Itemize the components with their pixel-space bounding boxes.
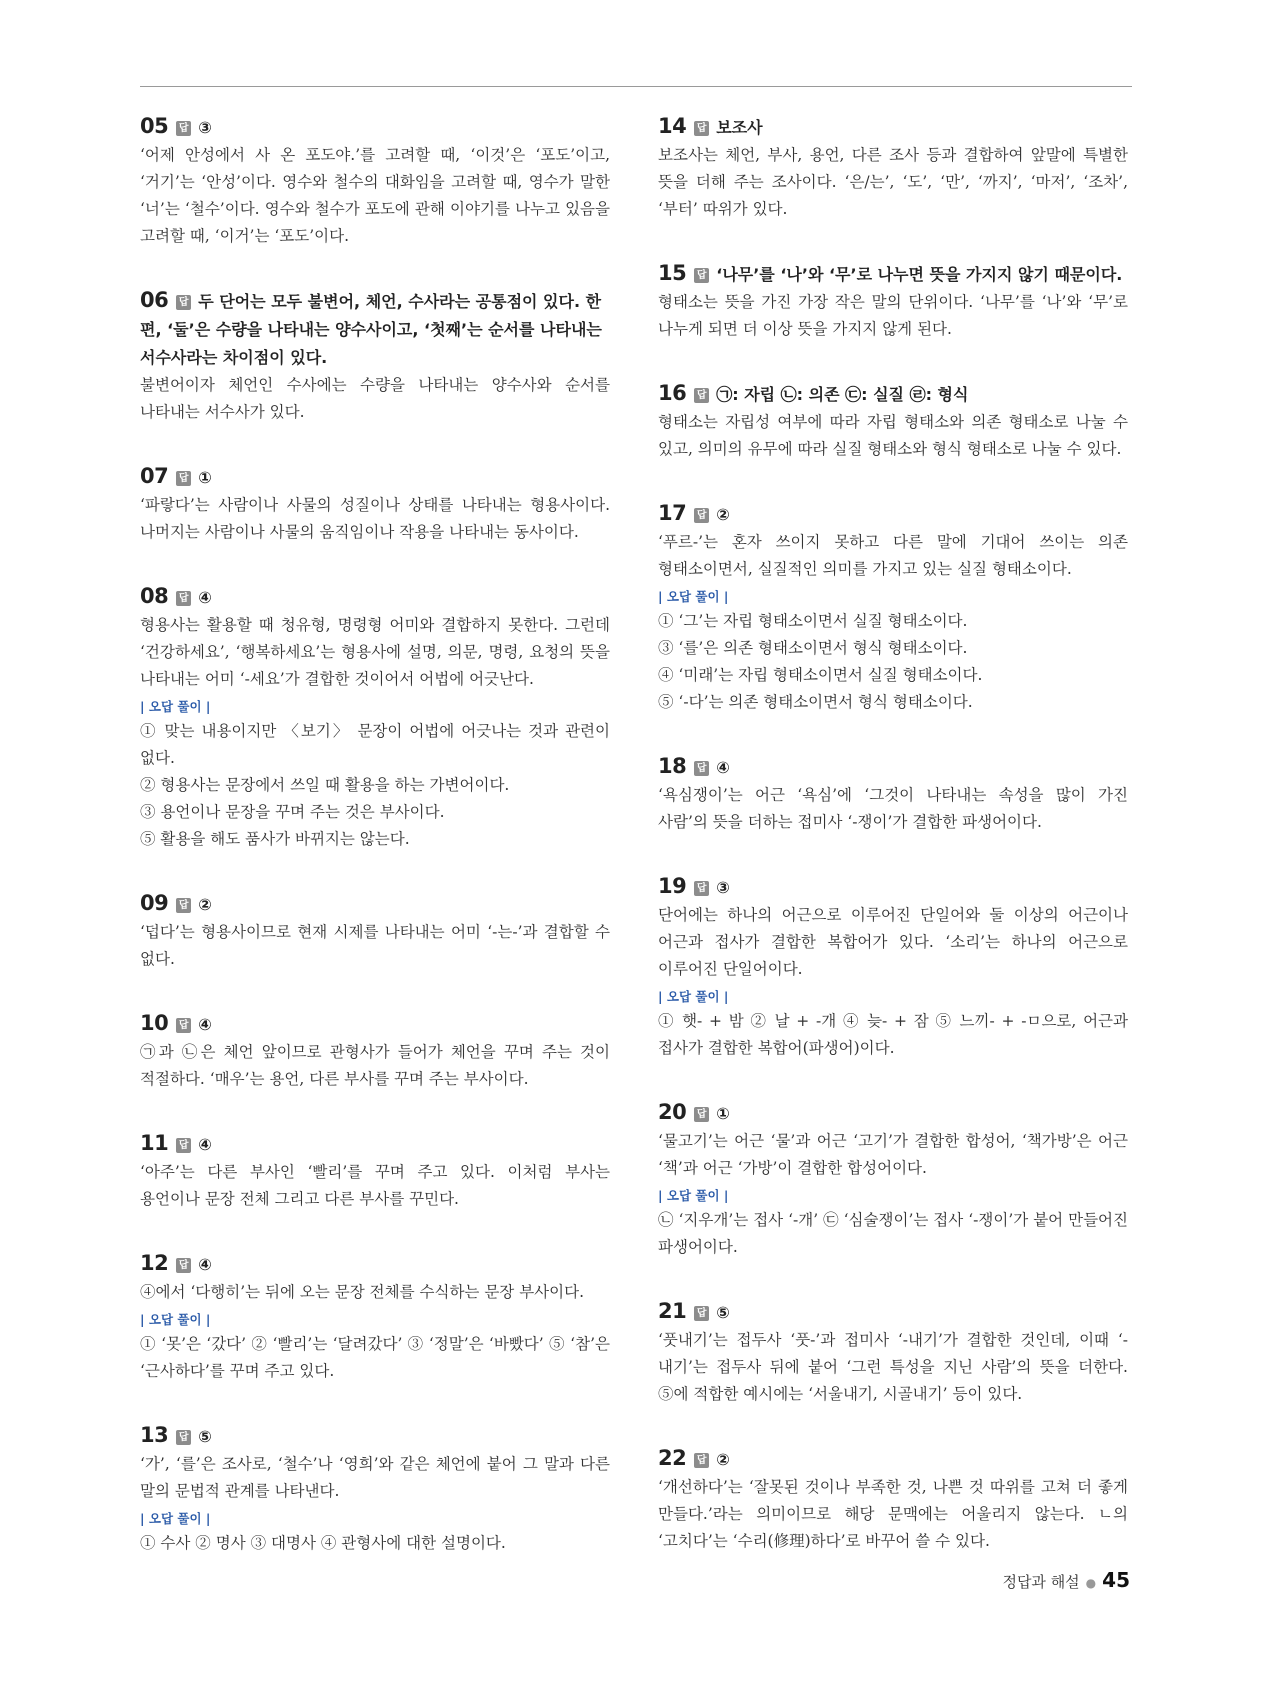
wrong-answer-label: | 오답 풀이 | [658, 589, 729, 604]
answer-badge: 답 [176, 121, 191, 136]
answer-head [658, 1098, 1128, 1128]
answer-badge: 답 [176, 471, 191, 486]
question-number: 13 [140, 1423, 169, 1447]
wrong-answer-line: ① ‘못’은 ‘갔다’ ② ‘빨리’는 ‘달려갔다’ ③ ‘정말’은 ‘바빴다’ ⑤ ‘참’은 ‘근사하다’를 꾸며 주고 있다. [140, 1335, 610, 1380]
answer-badge: 답 [176, 1138, 191, 1153]
wrong-answer-line: ㉡ ‘지우개’는 접사 ‘-개’ ㉢ ‘심술쟁이’는 접사 ‘-쟁이’가 붙어 만들어진 파생어이다. [658, 1211, 1128, 1256]
answer-item [140, 1009, 610, 1093]
answer-text: ① [198, 468, 212, 487]
explanation-text: ④에서 ‘다행히’는 뒤에 오는 문장 전체를 수식하는 문장 부사이다. [140, 1283, 585, 1301]
answer-badge: 답 [176, 1430, 191, 1445]
question-number: 08 [140, 584, 169, 608]
wrong-answer-label: | 오답 풀이 | [658, 989, 729, 1004]
answer-head [140, 1421, 610, 1451]
explanation-text: 불변어이자 체언인 수사에는 수량을 나타내는 양수사와 순서를 나타내는 서수사가 있다. [140, 376, 610, 421]
footer-dot: ● [1085, 1576, 1097, 1590]
answer-badge: 답 [694, 268, 709, 283]
answer-badge: 답 [694, 881, 709, 896]
answer-head [658, 872, 1128, 902]
answer-head [658, 112, 1128, 142]
question-number: 16 [658, 381, 687, 405]
page-number: 45 [1102, 1568, 1130, 1592]
answer-item [140, 889, 610, 973]
explanation-text: ‘푸르-’는 혼자 쓰이지 못하고 다른 말에 기대어 쓰이는 의존 형태소이면서, 실질적인 의미를 가지고 있는 실질 형태소이다. [658, 533, 1128, 578]
question-number: 17 [658, 501, 687, 525]
wrong-answer-line: ② 형용사는 문장에서 쓰일 때 활용을 하는 가변어이다. [140, 776, 510, 794]
answer-badge: 답 [176, 1018, 191, 1033]
answer-text: ④ [198, 1015, 212, 1034]
answer-head [658, 259, 1128, 289]
answer-item [658, 752, 1128, 836]
explanation-text: ‘욕심쟁이’는 어근 ‘욕심’에 ‘그것이 나타내는 속성을 많이 가진 사람’의 뜻을 더하는 접미사 ‘-쟁이’가 결합한 파생어이다. [658, 786, 1128, 831]
answer-item [140, 1249, 610, 1385]
answer-item [658, 872, 1128, 1062]
answer-item [658, 259, 1128, 343]
answer-text: ③ [198, 118, 212, 137]
right-column [658, 112, 1128, 1591]
answer-text: 보조사 [716, 118, 763, 137]
answer-badge: 답 [694, 1453, 709, 1468]
answer-head [140, 462, 610, 492]
answer-badge: 답 [694, 1306, 709, 1321]
page-footer [1002, 1568, 1130, 1592]
answer-badge: 답 [176, 898, 191, 913]
wrong-answer-line: ③ 용언이나 문장을 꾸며 주는 것은 부사이다. [140, 803, 445, 821]
question-number: 19 [658, 874, 687, 898]
answer-text: ③ [716, 878, 730, 897]
explanation-text: ‘덥다’는 형용사이므로 현재 시제를 나타내는 어미 ‘-는-’과 결합할 수 없다. [140, 923, 610, 968]
answer-badge: 답 [176, 1258, 191, 1273]
answer-item [658, 1444, 1128, 1555]
answer-text: ⑤ [716, 1303, 730, 1322]
answer-head [140, 1129, 610, 1159]
answer-item [140, 112, 610, 250]
wrong-answer-line: ③ ‘를’은 의존 형태소이면서 형식 형태소이다. [658, 639, 968, 657]
answer-badge: 답 [694, 761, 709, 776]
answer-head [658, 379, 1128, 409]
question-number: 22 [658, 1446, 687, 1470]
question-number: 09 [140, 891, 169, 915]
explanation-text: ‘어제 안성에서 사 온 포도야.’를 고려할 때, ‘이것’은 ‘포도’이고, ‘거기’는 ‘안성’이다. 영수와 철수의 대화임을 고려할 때, 영수가 말한 ‘너’는 ‘철수’이다. 영수와 철수가 포도에 관해 이야기를 나누고 있음을 고려할 때, ‘이거’는 ‘포도’이다. [140, 146, 610, 245]
explanation-text: ㉠과 ㉡은 체언 앞이므로 관형사가 들어가 체언을 꾸며 주는 것이 적절하다. ‘매우’는 용언, 다른 부사를 꾸며 주는 부사이다. [140, 1043, 610, 1088]
answer-item [140, 1421, 610, 1557]
answer-text: ② [198, 895, 212, 914]
question-number: 15 [658, 261, 687, 285]
left-column [140, 112, 610, 1593]
explanation-text: ‘가’, ‘를’은 조사로, ‘철수’나 ‘영희’와 같은 체언에 붙어 그 말과 다른 말의 문법적 관계를 나타낸다. [140, 1455, 610, 1500]
answer-text: ④ [198, 1255, 212, 1274]
explanation-text: 형용사는 활용할 때 청유형, 명령형 어미와 결합하지 못한다. 그런데 ‘건강하세요’, ‘행복하세요’는 형용사에 설명, 의문, 명령, 요청의 뜻을 나타내는 어미 ‘-세요’가 결합한 것이어서 어법에 어긋난다. [140, 616, 610, 688]
explanation-text: 단어에는 하나의 어근으로 이루어진 단일어와 둘 이상의 어근이나 어근과 접사가 결합한 복합어가 있다. ‘소리’는 하나의 어근으로 이루어진 단일어이다. [658, 906, 1128, 978]
answer-text: ④ [198, 1135, 212, 1154]
answer-head [140, 112, 610, 142]
explanation-text: ‘아주’는 다른 부사인 ‘빨리’를 꾸며 주고 있다. 이처럼 부사는 용언이나 문장 전체 그리고 다른 부사를 꾸민다. [140, 1163, 610, 1208]
answer-head [658, 1444, 1128, 1474]
answer-item [140, 462, 610, 546]
wrong-answer-label: | 오답 풀이 | [140, 1312, 211, 1327]
answer-item [140, 1129, 610, 1213]
answer-text: 두 단어는 모두 불변어, 체언, 수사라는 공통점이 있다. 한편, ‘둘’은 수량을 나타내는 양수사이고, ‘첫째’는 순서를 나타내는 서수사라는 차이점이 있다. [140, 292, 602, 367]
wrong-answer-line: ⑤ ‘-다’는 의존 형태소이면서 형식 형태소이다. [658, 693, 973, 711]
answer-text: ④ [716, 758, 730, 777]
wrong-answer-line: ① 맞는 내용이지만 〈보기〉 문장이 어법에 어긋나는 것과 관련이 없다. [140, 722, 610, 767]
explanation-text: ‘풋내기’는 접두사 ‘풋-’과 접미사 ‘-내기’가 결합한 것인데, 이때 ‘-내기’는 접두사 뒤에 붙어 ‘그런 특성을 지닌 사람’의 뜻을 더한다. ⑤에 적합한 예시에는 ‘서울내기, 시골내기’ 등이 있다. [658, 1331, 1128, 1403]
explanation-text: ‘개선하다’는 ‘잘못된 것이나 부족한 것, 나쁜 것 따위를 고쳐 더 좋게 만들다.’라는 의미이므로 해당 문맥에는 어울리지 않는다. ㄴ의 ‘고치다’는 ‘수리(修理)하다’로 바꾸어 쓸 수 있다. [658, 1478, 1128, 1550]
answer-text: ② [716, 505, 730, 524]
answer-text: ⑤ [198, 1427, 212, 1446]
question-number: 11 [140, 1131, 169, 1155]
wrong-answer-line: ① ‘그’는 자립 형태소이면서 실질 형태소이다. [658, 612, 968, 630]
question-number: 12 [140, 1251, 169, 1275]
wrong-answer-label: | 오답 풀이 | [658, 1188, 729, 1203]
question-number: 07 [140, 464, 169, 488]
question-number: 14 [658, 114, 687, 138]
answer-text: ㉠: 자립 ㉡: 의존 ㉢: 실질 ㉣: 형식 [716, 385, 969, 404]
answer-item [140, 582, 610, 853]
question-number: 18 [658, 754, 687, 778]
answer-item [658, 1098, 1128, 1261]
wrong-answer-line: ④ ‘미래’는 자립 형태소이면서 실질 형태소이다. [658, 666, 983, 684]
answer-head [658, 752, 1128, 782]
wrong-answer-line: ⑤ 활용을 해도 품사가 바뀌지는 않는다. [140, 830, 410, 848]
answer-item [658, 112, 1128, 223]
answer-head [140, 582, 610, 612]
wrong-answer-line: ① 햇- + 밤 ② 날 + -개 ④ 늦- + 잠 ⑤ 느끼- + -ㅁ으로, 어근과 접사가 결합한 복합어(파생어)이다. [658, 1012, 1128, 1057]
answer-badge: 답 [694, 388, 709, 403]
explanation-text: 보조사는 체언, 부사, 용언, 다른 조사 등과 결합하여 앞말에 특별한 뜻을 더해 주는 조사이다. ‘은/는’, ‘도’, ‘만’, ‘까지’, ‘마저’, ‘조차’, ‘부터’ 따위가 있다. [658, 146, 1128, 218]
question-number: 06 [140, 288, 169, 312]
answer-item [658, 1297, 1128, 1408]
question-number: 21 [658, 1299, 687, 1323]
explanation-text: ‘물고기’는 어근 ‘물’과 어근 ‘고기’가 결합한 합성어, ‘책가방’은 어근 ‘책’과 어근 ‘가방’이 결합한 합성어이다. [658, 1132, 1128, 1177]
answer-head [140, 286, 610, 372]
answer-badge: 답 [694, 508, 709, 523]
question-number: 20 [658, 1100, 687, 1124]
answer-head [140, 889, 610, 919]
answer-item [658, 379, 1128, 463]
answer-badge: 답 [176, 591, 191, 606]
answer-badge: 답 [176, 295, 191, 310]
answer-text: ② [716, 1450, 730, 1469]
answer-text: ‘나무’를 ‘나’와 ‘무’로 나누면 뜻을 가지지 않기 때문이다. [716, 265, 1123, 284]
explanation-text: ‘파랗다’는 사람이나 사물의 성질이나 상태를 나타내는 형용사이다. 나머지는 사람이나 사물의 움직임이나 작용을 나타내는 동사이다. [140, 496, 610, 541]
answer-text: ④ [198, 588, 212, 607]
answer-badge: 답 [694, 121, 709, 136]
answer-head [658, 499, 1128, 529]
answer-item [658, 499, 1128, 716]
question-number: 10 [140, 1011, 169, 1035]
answer-item [140, 286, 610, 426]
wrong-answer-line: ① 수사 ② 명사 ③ 대명사 ④ 관형사에 대한 설명이다. [140, 1534, 506, 1552]
answer-head [140, 1009, 610, 1039]
answer-badge: 답 [694, 1107, 709, 1122]
explanation-text: 형태소는 뜻을 가진 가장 작은 말의 단위이다. ‘나무’를 ‘나’와 ‘무’로 나누게 되면 더 이상 뜻을 가지지 않게 된다. [658, 293, 1128, 338]
wrong-answer-label: | 오답 풀이 | [140, 1511, 211, 1526]
top-rule [140, 86, 1132, 87]
question-number: 05 [140, 114, 169, 138]
footer-label: 정답과 해설 [1002, 1573, 1080, 1591]
answer-text: ① [716, 1104, 730, 1123]
explanation-text: 형태소는 자립성 여부에 따라 자립 형태소와 의존 형태소로 나눌 수 있고, 의미의 유무에 따라 실질 형태소와 형식 형태소로 나눌 수 있다. [658, 413, 1128, 458]
answer-head [140, 1249, 610, 1279]
answer-head [658, 1297, 1128, 1327]
wrong-answer-label: | 오답 풀이 | [140, 699, 211, 714]
